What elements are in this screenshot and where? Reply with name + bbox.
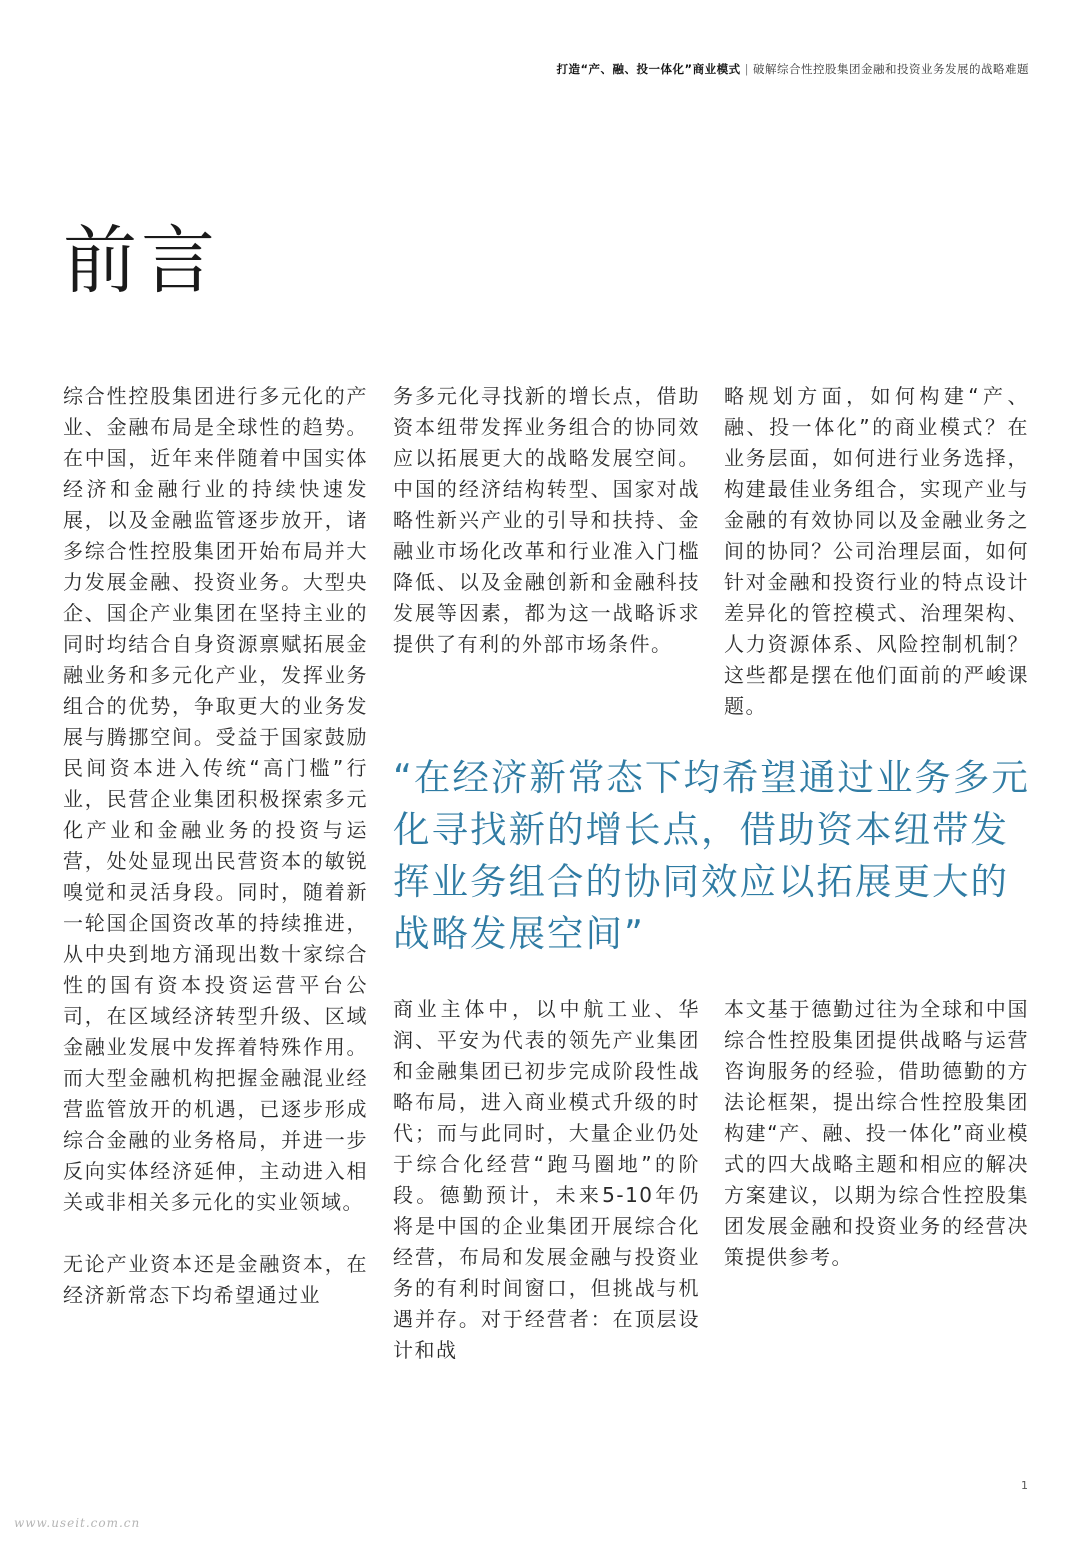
paragraph: 务多元化寻找新的增长点，借助资本纽带发挥业务组合的协同效应以拓展更大的战略发展空间。中国的经济结构转型、国家对战略性新兴产业的引导和扶持、金融业市场化改革和行业准入门槛降低、以及金融创新和金融科技发展等因素，都为这一战略诉求提供了有利的外部市场条件。 <box>393 384 700 656</box>
text-column-4 <box>393 994 700 1366</box>
header-separator: | <box>744 62 749 76</box>
paragraph: 无论产业资本还是金融资本，在经济新常态下均希望通过业 <box>63 1252 368 1307</box>
text-column-1 <box>63 381 368 1311</box>
header-title: 打造“产、融、投一体化”商业模式 <box>556 62 741 76</box>
paragraph: 商业主体中，以中航工业、华润、平安为代表的领先产业集团和金融集团已初步完成阶段性战略布局，进入商业模式升级的时代；而与此同时，大量企业仍处于综合化经营“跑马圈地”的阶段。德勤预计，未来5-10年仍将是中国的企业集团开展综合化经营，布局和发展金融与投资业务的有利时间窗口，但挑战与机遇并存。对于经营者：在顶层设计和战 <box>393 997 700 1362</box>
paragraph: 略规划方面，如何构建“产、融、投一体化”的商业模式？在业务层面，如何进行业务选择，构建最佳业务组合，实现产业与金融的有效协同以及金融业务之间的协同？公司治理层面，如何针对金融和投资行业的特点设计差异化的管控模式、治理架构、人力资源体系、风险控制机制？这些都是摆在他们面前的严峻课题。 <box>724 384 1029 718</box>
paragraph: 本文基于德勤过往为全球和中国综合性控股集团提供战略与运营咨询服务的经验，借助德勤的方法论框架，提出综合性控股集团构建“产、融、投一体化”商业模式的四大战略主题和相应的解决方案建议，以期为综合性控股集团发展金融和投资业务的经营决策提供参考。 <box>724 997 1029 1269</box>
watermark: www.useit.com.cn <box>14 1516 141 1530</box>
page-number: 1 <box>1021 1479 1028 1492</box>
text-column-3 <box>724 381 1029 722</box>
header-subtitle: 破解综合性控股集团金融和投资业务发展的战略难题 <box>753 62 1029 76</box>
running-header <box>557 61 1030 77</box>
text-column-2 <box>393 381 700 660</box>
pull-quote: “在经济新常态下均希望通过业务多元化寻找新的增长点，借助资本纽带发挥业务组合的协同效应以拓展更大的战略发展空间” <box>393 756 1030 955</box>
paragraph: 综合性控股集团进行多元化的产业、金融布局是全球性的趋势。在中国，近年来伴随着中国实体经济和金融行业的持续快速发展，以及金融监管逐步放开，诸多综合性控股集团开始布局并大力发展金融、投资业务。大型央企、国企产业集团在坚持主业的同时均结合自身资源禀赋拓展金融业务和多元化产业，发挥业务组合的优势，争取更大的业务发展与腾挪空间。受益于国家鼓励民间资本进入传统“高门槛”行业，民营企业集团积极探索多元化产业和金融业务的投资与运营，处处显现出民营资本的敏锐嗅觉和灵活身段。同时，随着新一轮国企国资改革的持续推进，从中央到地方涌现出数十家综合性的国有资本投资运营平台公司，在区域经济转型升级、区域金融业发展中发挥着特殊作用。而大型金融机构把握金融混业经营监管放开的机遇，已逐步形成综合金融的业务格局，并进一步反向实体经济延伸，主动进入相关或非相关多元化的实业领域。 <box>63 384 368 1214</box>
page-title: 前言 <box>63 218 219 304</box>
text-column-5 <box>724 994 1029 1273</box>
